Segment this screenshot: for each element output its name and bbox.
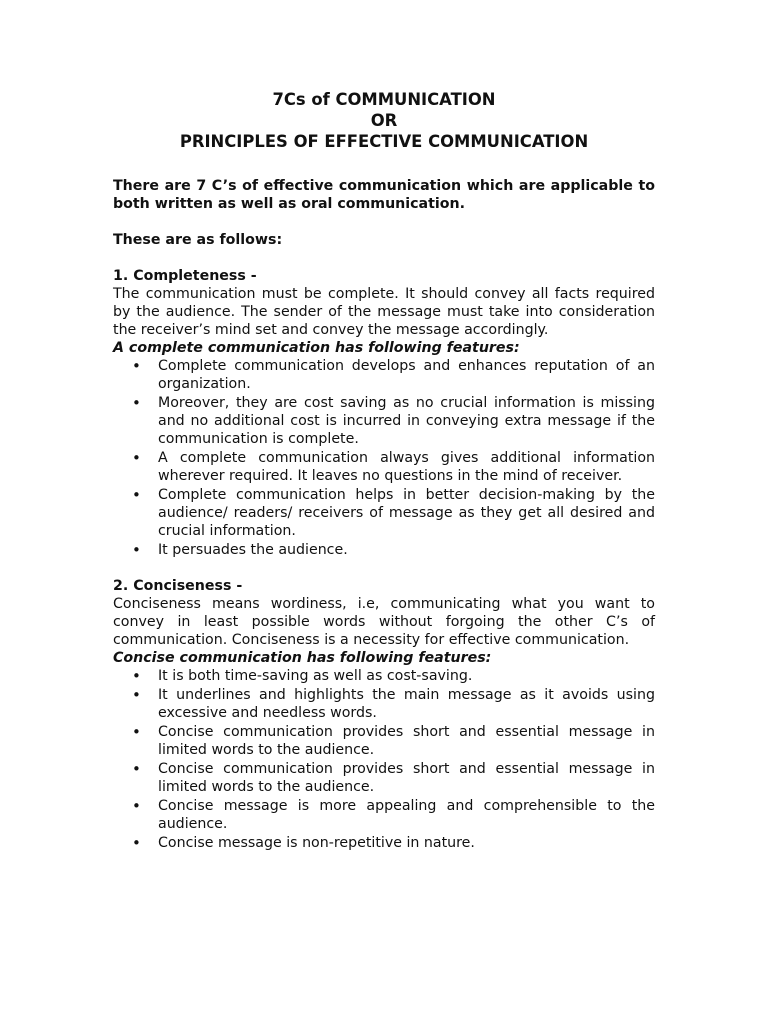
- list-item-text: Complete communication develops and enhances reputation of an organization.: [158, 358, 655, 392]
- intro-block: [113, 177, 655, 213]
- list-item: [113, 686, 655, 722]
- list-item-text: It persuades the audience.: [158, 542, 348, 558]
- list-item: [113, 357, 655, 393]
- list-item-text: Concise communication provides short and essential message in limited words to the audience.: [158, 761, 655, 795]
- list-item: [113, 486, 655, 540]
- bullet-icon: •: [132, 760, 141, 778]
- list-item-text: Moreover, they are cost saving as no crucial information is missing and no additional cost is incurred in conveying extra message if the communication is complete.: [158, 395, 655, 447]
- features-heading: Concise communication has following features:: [113, 650, 492, 666]
- bullet-icon: •: [132, 486, 141, 504]
- list-item-text: Concise message is non-repetitive in nature.: [158, 835, 475, 851]
- section-body: The communication must be complete. It should convey all facts required by the audience. The sender of the message must take into consideration the receiver’s mind set and convey the message accordingly.: [113, 286, 655, 338]
- list-item: [113, 667, 655, 685]
- list-item: [113, 541, 655, 559]
- bullet-icon: •: [132, 394, 141, 412]
- section-heading: 1. Completeness -: [113, 268, 257, 284]
- section-heading: 2. Conciseness -: [113, 578, 243, 594]
- title-line-2: OR: [370, 111, 398, 130]
- bullet-icon: •: [132, 667, 141, 685]
- section-body: Conciseness means wordiness, i.e, communicating what you want to convey in least possible words without forgoing the other C’s of communication. Conciseness is a necessity for effective communication.: [113, 596, 655, 648]
- bullet-icon: •: [132, 449, 141, 467]
- list-item-text: A complete communication always gives additional information wherever required. It leaves no questions in the mind of receiver.: [158, 450, 655, 484]
- features-list: [113, 357, 655, 559]
- bullet-icon: •: [132, 686, 141, 704]
- page-title: [113, 89, 655, 152]
- list-item-text: It underlines and highlights the main message as it avoids using excessive and needless words.: [158, 687, 655, 721]
- section-completeness: [113, 267, 655, 559]
- intro-paragraph: There are 7 C’s of effective communication which are applicable to both written as well as oral communication.: [113, 178, 655, 212]
- bullet-icon: •: [132, 723, 141, 741]
- list-item: [113, 760, 655, 796]
- list-item-text: Complete communication helps in better decision-making by the audience/ readers/ receivers of message as they get all desired and crucial information.: [158, 487, 655, 539]
- features-list: [113, 667, 655, 852]
- title-line-3: PRINCIPLES OF EFFECTIVE COMMUNICATION: [179, 132, 589, 151]
- list-item-text: Concise communication provides short and essential message in limited words to the audience.: [158, 724, 655, 758]
- list-item: [113, 797, 655, 833]
- list-item: [113, 449, 655, 485]
- features-heading: A complete communication has following features:: [113, 340, 520, 356]
- bullet-icon: •: [132, 834, 141, 852]
- follows-label: These are as follows:: [113, 232, 283, 248]
- bullet-icon: •: [132, 541, 141, 559]
- bullet-icon: •: [132, 357, 141, 375]
- bullet-icon: •: [132, 797, 141, 815]
- section-conciseness: [113, 577, 655, 852]
- title-line-1: 7Cs of COMMUNICATION: [272, 90, 496, 109]
- list-item: [113, 834, 655, 852]
- list-item: [113, 394, 655, 448]
- list-item: [113, 723, 655, 759]
- list-item-text: Concise message is more appealing and comprehensible to the audience.: [158, 798, 655, 832]
- list-item-text: It is both time-saving as well as cost-saving.: [158, 668, 473, 684]
